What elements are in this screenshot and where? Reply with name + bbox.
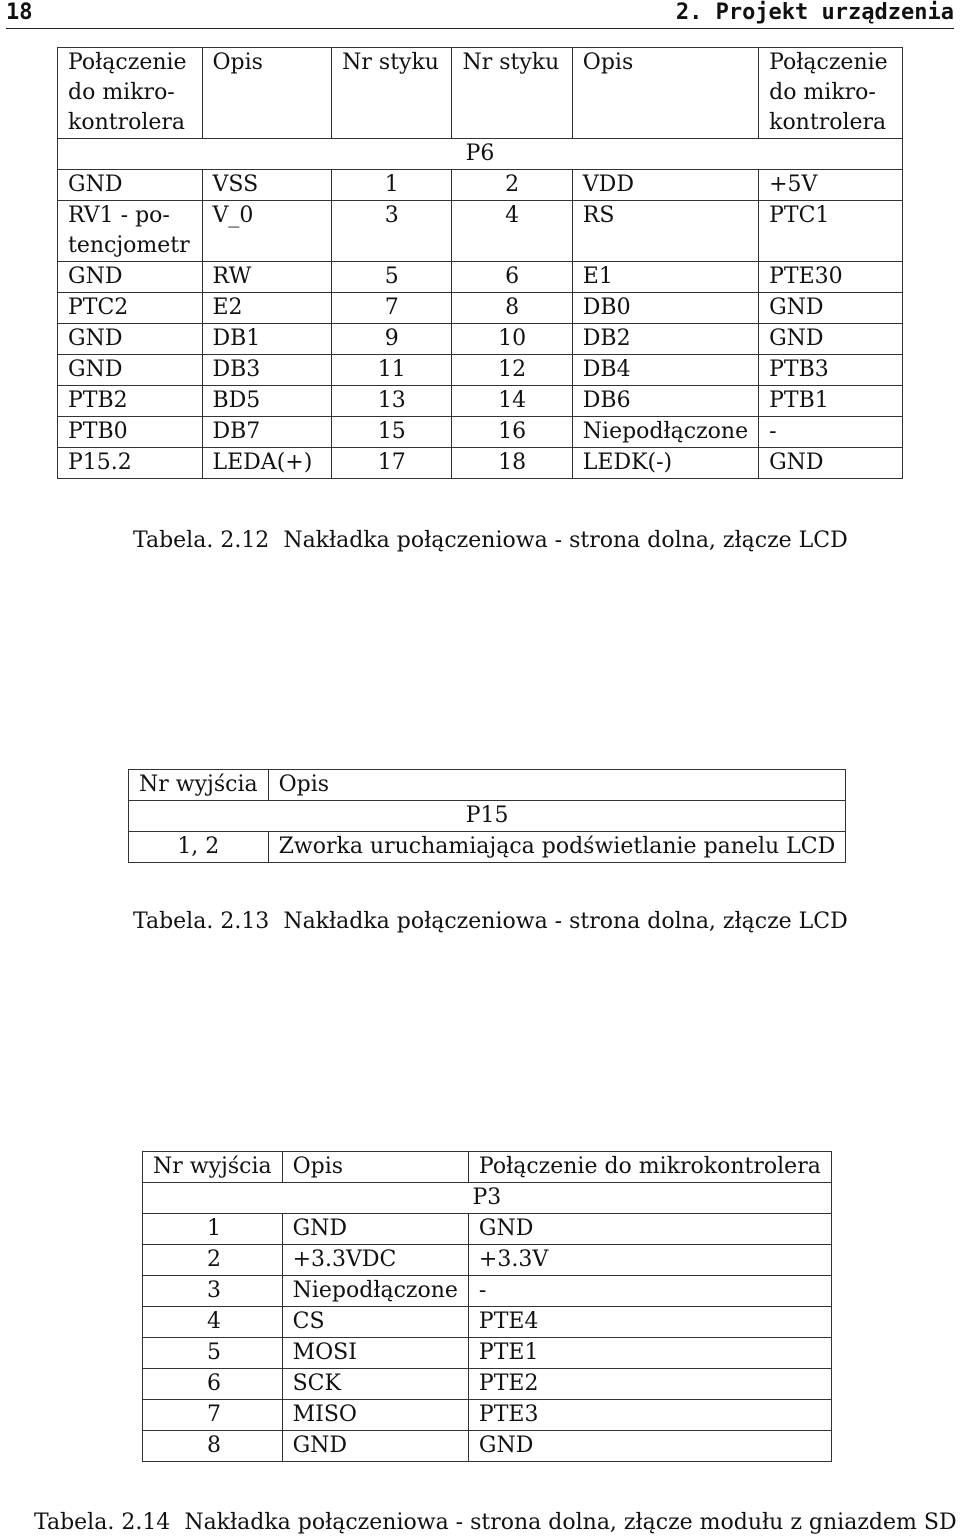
- table-cell: 5: [143, 1338, 283, 1369]
- table-cell: E1: [572, 262, 758, 293]
- table-cell: PTB1: [759, 386, 903, 417]
- group-label: P6: [58, 139, 903, 170]
- table-cell: 4: [452, 201, 572, 262]
- table-cell: 6: [143, 1369, 283, 1400]
- table-cell: DB7: [202, 417, 332, 448]
- table-cell: GND: [468, 1431, 831, 1462]
- table-header-row: [143, 1152, 832, 1183]
- table-row: [58, 386, 903, 417]
- table-row: [143, 1400, 832, 1431]
- table-cell: GND: [58, 262, 203, 293]
- table-row: [143, 1214, 832, 1245]
- table-row: [129, 832, 846, 863]
- table-cell: DB0: [572, 293, 758, 324]
- table-cell: BD5: [202, 386, 332, 417]
- table-cell: 1: [143, 1214, 283, 1245]
- caption-label: Tabela. 2.14: [34, 1510, 171, 1535]
- header-cell: Nr styku: [452, 48, 572, 139]
- table-cell: 3: [332, 201, 452, 262]
- table-cell: PTB3: [759, 355, 903, 386]
- caption-text: Nakładka połączeniowa - strona dolna, złącze LCD: [283, 909, 848, 934]
- table-cell: GND: [58, 170, 203, 201]
- table-cell: 4: [143, 1307, 283, 1338]
- table-cell: 17: [332, 448, 452, 479]
- table-cell: GND: [58, 324, 203, 355]
- table-cell: GND: [759, 324, 903, 355]
- table-cell: 1, 2: [129, 832, 269, 863]
- table-row: [143, 1338, 832, 1369]
- table-row: [58, 170, 903, 201]
- table-header-row: [129, 770, 846, 801]
- table-cell: GND: [759, 448, 903, 479]
- header-cell: Połączenie do mikro-kontrolera: [58, 48, 203, 139]
- table-cell: 18: [452, 448, 572, 479]
- table-cell: GND: [58, 355, 203, 386]
- table-cell: 10: [452, 324, 572, 355]
- table-cell: +5V: [759, 170, 903, 201]
- table-cell: 14: [452, 386, 572, 417]
- table-cell: PTC1: [759, 201, 903, 262]
- table-cell: PTB2: [58, 386, 203, 417]
- table-cell: MOSI: [282, 1338, 468, 1369]
- table-cell: 8: [143, 1431, 283, 1462]
- table-cell: 2: [143, 1245, 283, 1276]
- table-cell: PTE2: [468, 1369, 831, 1400]
- table-row: [143, 1245, 832, 1276]
- table-cell: 7: [143, 1400, 283, 1431]
- table-row: [58, 448, 903, 479]
- table-cell: 9: [332, 324, 452, 355]
- table-cell: 3: [143, 1276, 283, 1307]
- table-row: [58, 355, 903, 386]
- table-caption: [133, 528, 848, 553]
- header-cell: Opis: [202, 48, 332, 139]
- group-row: [129, 801, 846, 832]
- table-cell: 5: [332, 262, 452, 293]
- table-row: [58, 293, 903, 324]
- table-cell: DB3: [202, 355, 332, 386]
- caption-label: Tabela. 2.13: [133, 909, 270, 934]
- table-cell: Zworka uruchamiająca podświetlanie panelu LCD: [268, 832, 846, 863]
- header-cell: Nr wyjścia: [129, 770, 269, 801]
- table-cell: LEDA(+): [202, 448, 332, 479]
- group-row: [143, 1183, 832, 1214]
- table-row: [58, 417, 903, 448]
- table-cell: RV1 - po-tencjometr: [58, 201, 203, 262]
- table-cell: 6: [452, 262, 572, 293]
- table-cell: PTE3: [468, 1400, 831, 1431]
- group-row: [58, 139, 903, 170]
- caption-text: Nakładka połączeniowa - strona dolna, złącze modułu z gniazdem SD: [184, 1510, 957, 1535]
- table-cell: 11: [332, 355, 452, 386]
- table-header-row: [58, 48, 903, 139]
- table-cell: MISO: [282, 1400, 468, 1431]
- caption-label: Tabela. 2.12: [133, 528, 270, 553]
- table-row: [143, 1307, 832, 1338]
- table-cell: SCK: [282, 1369, 468, 1400]
- table-cell: RS: [572, 201, 758, 262]
- table-cell: PTE4: [468, 1307, 831, 1338]
- table-caption: [34, 1510, 957, 1535]
- table-cell: DB6: [572, 386, 758, 417]
- header-cell: Opis: [282, 1152, 468, 1183]
- table-cell: LEDK(-): [572, 448, 758, 479]
- table-cell: -: [759, 417, 903, 448]
- table-cell: 7: [332, 293, 452, 324]
- header-cell: Połączenie do mikro-kontrolera: [759, 48, 903, 139]
- table-cell: GND: [282, 1431, 468, 1462]
- table-cell: 8: [452, 293, 572, 324]
- running-title: 2. Projekt urządzenia: [675, 0, 954, 25]
- header-rule: [6, 28, 954, 29]
- header-cell: Opis: [268, 770, 846, 801]
- table-cell: PTC2: [58, 293, 203, 324]
- table-cell: 15: [332, 417, 452, 448]
- table-cell: 13: [332, 386, 452, 417]
- header-cell: Nr styku: [332, 48, 452, 139]
- table-sd-connector: [142, 1151, 832, 1462]
- table-cell: VSS: [202, 170, 332, 201]
- header-cell: Nr wyjścia: [143, 1152, 283, 1183]
- table-cell: DB2: [572, 324, 758, 355]
- table-cell: VDD: [572, 170, 758, 201]
- table-cell: GND: [468, 1214, 831, 1245]
- table-cell: V_0: [202, 201, 332, 262]
- header-cell: Połączenie do mikrokontrolera: [468, 1152, 831, 1183]
- table-cell: 1: [332, 170, 452, 201]
- table-row: [58, 324, 903, 355]
- caption-text: Nakładka połączeniowa - strona dolna, złącze LCD: [283, 528, 848, 553]
- table-cell: CS: [282, 1307, 468, 1338]
- table-cell: GND: [282, 1214, 468, 1245]
- header-cell: Opis: [572, 48, 758, 139]
- table-row: [58, 201, 903, 262]
- table-cell: +3.3V: [468, 1245, 831, 1276]
- table-cell: GND: [759, 293, 903, 324]
- table-cell: PTB0: [58, 417, 203, 448]
- table-row: [58, 262, 903, 293]
- table-cell: PTE1: [468, 1338, 831, 1369]
- table-cell: RW: [202, 262, 332, 293]
- table-cell: +3.3VDC: [282, 1245, 468, 1276]
- table-cell: E2: [202, 293, 332, 324]
- table-row: [143, 1369, 832, 1400]
- table-cell: 2: [452, 170, 572, 201]
- table-row: [143, 1276, 832, 1307]
- group-label: P3: [143, 1183, 832, 1214]
- table-cell: DB4: [572, 355, 758, 386]
- table-cell: P15.2: [58, 448, 203, 479]
- page-number: 18: [6, 0, 33, 25]
- table-cell: 12: [452, 355, 572, 386]
- table-row: [143, 1431, 832, 1462]
- table-cell: PTE30: [759, 262, 903, 293]
- table-cell: Niepodłączone: [572, 417, 758, 448]
- table-lcd-connector: [57, 47, 903, 479]
- table-cell: 16: [452, 417, 572, 448]
- group-label: P15: [129, 801, 846, 832]
- table-cell: DB1: [202, 324, 332, 355]
- table-cell: -: [468, 1276, 831, 1307]
- table-backlight-jumper: [128, 769, 846, 863]
- table-caption: [133, 909, 848, 934]
- table-cell: Niepodłączone: [282, 1276, 468, 1307]
